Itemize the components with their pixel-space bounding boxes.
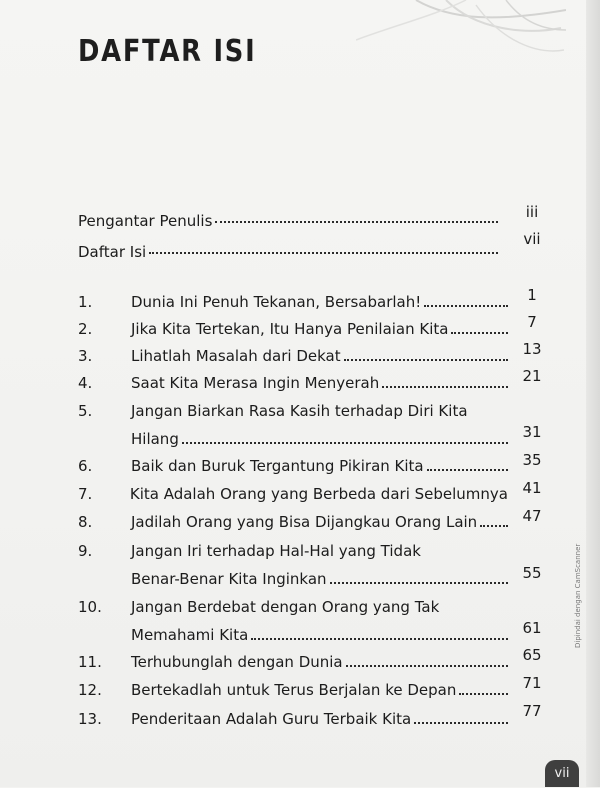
chapter-number: 9. [78, 542, 93, 560]
chapter-title: Dunia Ini Penuh Tekanan, Bersabarlah! [131, 293, 422, 311]
dot-leader [251, 637, 508, 640]
chapter-title: Kita Adalah Orang yang Berbeda dari Sebelumnya [129, 485, 508, 503]
dot-leader [346, 664, 508, 667]
toc-page-number: 55 [522, 564, 542, 582]
dot-leader [330, 581, 508, 584]
toc-page-number: 61 [522, 619, 542, 637]
toc-chapter-9[interactable] [78, 537, 508, 563]
dot-leader [149, 251, 498, 254]
chapter-title-continuation[interactable] [131, 621, 508, 647]
toc-page-number: 13 [522, 340, 542, 358]
toc-chapter-8[interactable] [78, 508, 508, 534]
page-edge [586, 0, 600, 787]
dot-leader [451, 331, 508, 334]
chapter-title: Lihatlah Masalah dari Dekat [131, 347, 341, 365]
chapter-number: 8. [78, 513, 93, 531]
dot-leader [424, 304, 508, 307]
toc-chapter-10[interactable] [78, 593, 508, 619]
leaf-decoration [356, 0, 566, 75]
toc-page-number: 65 [522, 646, 542, 664]
page-number-badge: vii [545, 760, 579, 787]
chapter-title-line-2: Hilang [131, 430, 179, 448]
toc-chapter-1[interactable] [78, 288, 508, 314]
toc-page-number: 47 [522, 507, 542, 525]
toc-page-number: 31 [522, 423, 542, 441]
toc-chapter-11[interactable] [78, 648, 508, 674]
toc-chapter-3[interactable] [78, 342, 508, 368]
toc-entry-label: Pengantar Penulis [78, 212, 213, 230]
chapter-title-line-2: Benar-Benar Kita Inginkan [131, 570, 327, 588]
toc-page-number: 35 [522, 451, 542, 469]
toc-chapter-13[interactable] [78, 705, 508, 731]
chapter-title-line-2: Memahami Kita [131, 626, 249, 644]
chapter-title: Baik dan Buruk Tergantung Pikiran Kita [131, 457, 424, 475]
chapter-title: Penderitaan Adalah Guru Terbaik Kita [131, 710, 412, 728]
chapter-title-continuation[interactable] [131, 425, 508, 451]
chapter-number: 11. [78, 653, 102, 671]
toc-page-number: 71 [522, 674, 542, 692]
chapter-number: 12. [78, 681, 102, 699]
toc-entry-label: Daftar Isi [78, 243, 147, 261]
dot-leader [414, 721, 508, 724]
chapter-number: 5. [78, 402, 93, 420]
chapter-number: 4. [78, 374, 93, 392]
toc-page-number: vii [523, 230, 541, 248]
toc-chapter-4[interactable] [78, 369, 508, 395]
chapter-number: 2. [78, 320, 93, 338]
toc-page-number: 1 [527, 286, 537, 304]
scanner-watermark: Dipindai dengan CamScanner [574, 543, 582, 648]
toc-page-number: 7 [527, 313, 537, 331]
toc-chapter-12[interactable] [78, 676, 508, 702]
chapter-title: Jangan Iri terhadap Hal-Hal yang Tidak [131, 542, 421, 560]
toc-front-entry[interactable] [78, 202, 498, 230]
toc-chapter-5[interactable] [78, 397, 508, 423]
dot-leader [382, 385, 508, 388]
page-title: DAFTAR ISI [78, 34, 257, 69]
chapter-title: Jika Kita Tertekan, Itu Hanya Penilaian Kita [131, 320, 449, 338]
chapter-number: 1. [78, 293, 93, 311]
dot-leader [480, 524, 508, 527]
toc-page-number: 77 [522, 702, 542, 720]
chapter-title: Saat Kita Merasa Ingin Menyerah [131, 374, 380, 392]
chapter-title: Jangan Biarkan Rasa Kasih terhadap Diri Kita [131, 402, 468, 420]
chapter-title-continuation[interactable] [131, 565, 508, 591]
dot-leader [427, 468, 508, 471]
chapter-number: 10. [78, 598, 102, 616]
chapter-title: Jadilah Orang yang Bisa Dijangkau Orang Lain [131, 513, 478, 531]
dot-leader [344, 358, 508, 361]
chapter-number: 3. [78, 347, 93, 365]
chapter-number: 13. [78, 710, 102, 728]
toc-front-entry[interactable] [78, 233, 498, 261]
dot-leader [459, 692, 508, 695]
chapter-number: 6. [78, 457, 93, 475]
toc-chapter-7[interactable] [78, 480, 508, 506]
toc-page-number: 21 [522, 367, 542, 385]
dot-leader [182, 441, 508, 444]
chapter-title: Terhubunglah dengan Dunia [131, 653, 343, 671]
toc-chapter-6[interactable] [78, 452, 508, 478]
chapter-number: 7. [78, 485, 93, 503]
toc-page-number: iii [525, 203, 539, 221]
chapter-title: Jangan Berdebat dengan Orang yang Tak [131, 598, 440, 616]
toc-chapter-2[interactable] [78, 315, 508, 341]
dot-leader [215, 220, 498, 223]
chapter-title: Bertekadlah untuk Terus Berjalan ke Depan [131, 681, 457, 699]
toc-page-number: 41 [522, 479, 542, 497]
